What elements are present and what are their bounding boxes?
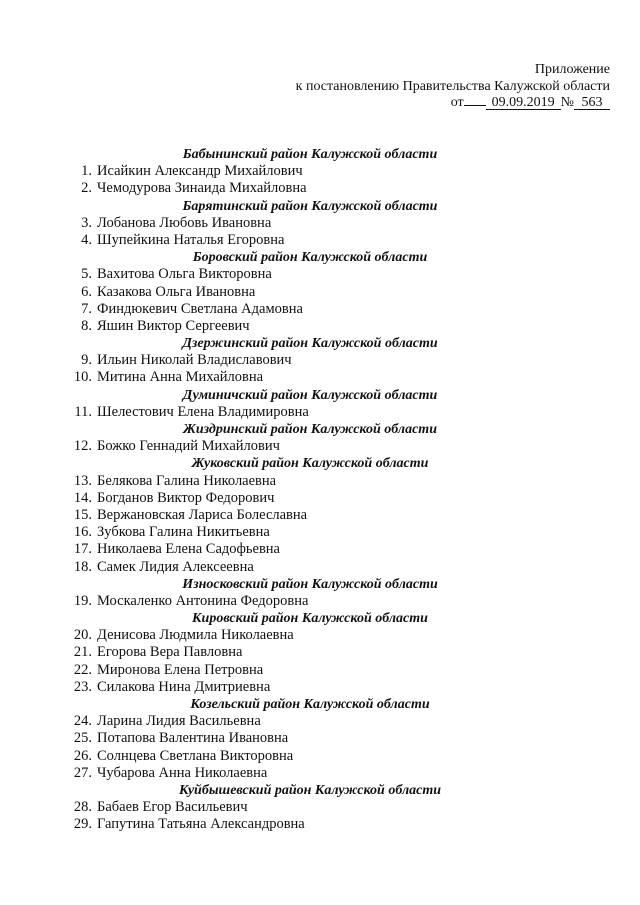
district-heading: Куйбышевский район Калужской области <box>178 782 442 798</box>
people-list <box>60 146 620 834</box>
item-number: 24. <box>73 713 92 730</box>
item-number: 3. <box>81 214 92 231</box>
person-name: Лобанова Любовь Ивановна <box>97 214 272 231</box>
person-name: Яшин Виктор Сергеевич <box>97 317 250 334</box>
item-number: 25. <box>73 730 92 747</box>
list-item <box>60 748 620 765</box>
list-item <box>60 559 620 576</box>
district-heading: Дзержинский район Калужской области <box>182 336 438 352</box>
item-number: 28. <box>73 799 92 816</box>
item-number: 16. <box>73 524 92 541</box>
district-heading: Износковский район Калужской области <box>182 576 438 592</box>
appendix-title: Приложение <box>534 62 610 77</box>
person-name: Финдюкевич Светлана Адамовна <box>97 300 303 317</box>
list-item <box>60 541 620 558</box>
list-item <box>60 438 620 455</box>
decree-date-number <box>296 95 610 112</box>
list-item <box>60 524 620 541</box>
item-number: 1. <box>81 163 92 180</box>
person-name: Ларина Лидия Васильевна <box>97 713 261 730</box>
item-number: 29. <box>73 816 92 833</box>
item-number: 26. <box>73 747 92 764</box>
decree-number: 563 <box>574 96 610 110</box>
district-heading: Бабынинский район Калужской области <box>182 147 438 162</box>
item-number: 22. <box>73 661 92 678</box>
blank-underline <box>464 105 486 106</box>
list-item <box>60 284 620 301</box>
district-heading: Жуковский район Калужской области <box>191 456 429 472</box>
list-item <box>60 163 620 180</box>
list-item <box>60 352 620 369</box>
item-number: 15. <box>73 506 92 523</box>
item-number: 18. <box>73 558 92 575</box>
item-number: 13. <box>73 472 92 489</box>
person-name: Силакова Нина Дмитриевна <box>97 678 271 695</box>
person-name: Николаева Елена Садофьевна <box>97 541 280 558</box>
list-item <box>60 180 620 197</box>
person-name: Шупейкина Наталья Егоровна <box>97 231 285 248</box>
person-name: Потапова Валентина Ивановна <box>97 730 289 747</box>
item-number: 23. <box>73 678 92 695</box>
decree-date: 09.09.2019 <box>486 96 561 110</box>
person-name: Гапутина Татьяна Александровна <box>97 816 305 833</box>
person-name: Миронова Елена Петровна <box>97 661 264 678</box>
district-heading: Козельский район Калужской области <box>190 697 430 712</box>
item-number: 6. <box>81 283 92 300</box>
from-label: от <box>450 95 464 110</box>
item-number: 21. <box>73 644 92 661</box>
district-heading: Барятинский район Калужской области <box>182 198 438 214</box>
list-item <box>60 490 620 507</box>
list-item <box>60 627 620 644</box>
item-number: 7. <box>81 300 92 317</box>
list-item <box>60 679 620 696</box>
item-number: 11. <box>74 403 92 420</box>
district-heading: Боровский район Калужской области <box>192 250 428 266</box>
person-name: Вахитова Ольга Викторовна <box>97 266 272 283</box>
person-name: Москаленко Антонина Федоровна <box>97 592 309 609</box>
person-name: Зубкова Галина Никитьевна <box>97 524 270 541</box>
item-number: 19. <box>73 592 92 609</box>
item-number: 27. <box>73 764 92 781</box>
item-number: 8. <box>81 317 92 334</box>
list-item <box>60 301 620 318</box>
person-name: Денисова Людмила Николаевна <box>97 627 294 644</box>
item-number: 12. <box>73 438 92 455</box>
list-item <box>60 369 620 386</box>
list-item <box>60 404 620 421</box>
item-number: 17. <box>73 541 92 558</box>
person-name: Бабаев Егор Васильевич <box>97 799 248 816</box>
person-name: Митина Анна Михайловна <box>97 369 264 386</box>
item-number: 10. <box>73 369 92 386</box>
person-name: Шелестович Елена Владимировна <box>97 403 309 420</box>
person-name: Белякова Галина Николаевна <box>97 472 277 489</box>
person-name: Ильин Николай Владиславович <box>97 352 292 369</box>
list-item <box>60 765 620 782</box>
person-name: Чемодурова Зинаида Михайловна <box>97 180 307 197</box>
list-item <box>60 816 620 833</box>
person-name: Вержановская Лариса Болеславна <box>97 506 308 523</box>
list-item <box>60 232 620 249</box>
person-name: Самек Лидия Алексеевна <box>97 558 254 575</box>
person-name: Солнцева Светлана Викторовна <box>97 747 294 764</box>
list-item <box>60 318 620 335</box>
item-number: 5. <box>81 266 92 283</box>
item-number: 9. <box>81 352 92 369</box>
district-heading: Кировский район Калужской области <box>192 611 428 627</box>
item-number: 4. <box>81 231 92 248</box>
list-item <box>60 644 620 661</box>
person-name: Исайкин Александр Михайлович <box>97 163 303 180</box>
person-name: Богданов Виктор Федорович <box>97 489 275 506</box>
person-name: Божко Геннадий Михайлович <box>97 438 280 455</box>
list-item <box>60 662 620 679</box>
person-name: Чубарова Анна Николаевна <box>97 764 268 781</box>
list-item <box>60 266 620 283</box>
list-item <box>60 473 620 490</box>
item-number: 14. <box>73 489 92 506</box>
district-heading: Жиздринский район Калужской области <box>183 422 437 437</box>
list-item <box>60 215 620 232</box>
list-item <box>60 799 620 816</box>
district-heading: Думиничский район Калужской области <box>182 387 438 403</box>
number-label: № <box>560 95 574 110</box>
appendix-reference: к постановлению Правительства Калужской области <box>295 78 610 94</box>
person-name: Егорова Вера Павловна <box>97 644 243 661</box>
list-item <box>60 730 620 747</box>
document-header <box>296 62 610 112</box>
item-number: 2. <box>81 180 92 197</box>
item-number: 20. <box>73 627 92 644</box>
person-name: Казакова Ольга Ивановна <box>97 283 256 300</box>
list-item <box>60 593 620 610</box>
list-item <box>60 713 620 730</box>
list-item <box>60 507 620 524</box>
